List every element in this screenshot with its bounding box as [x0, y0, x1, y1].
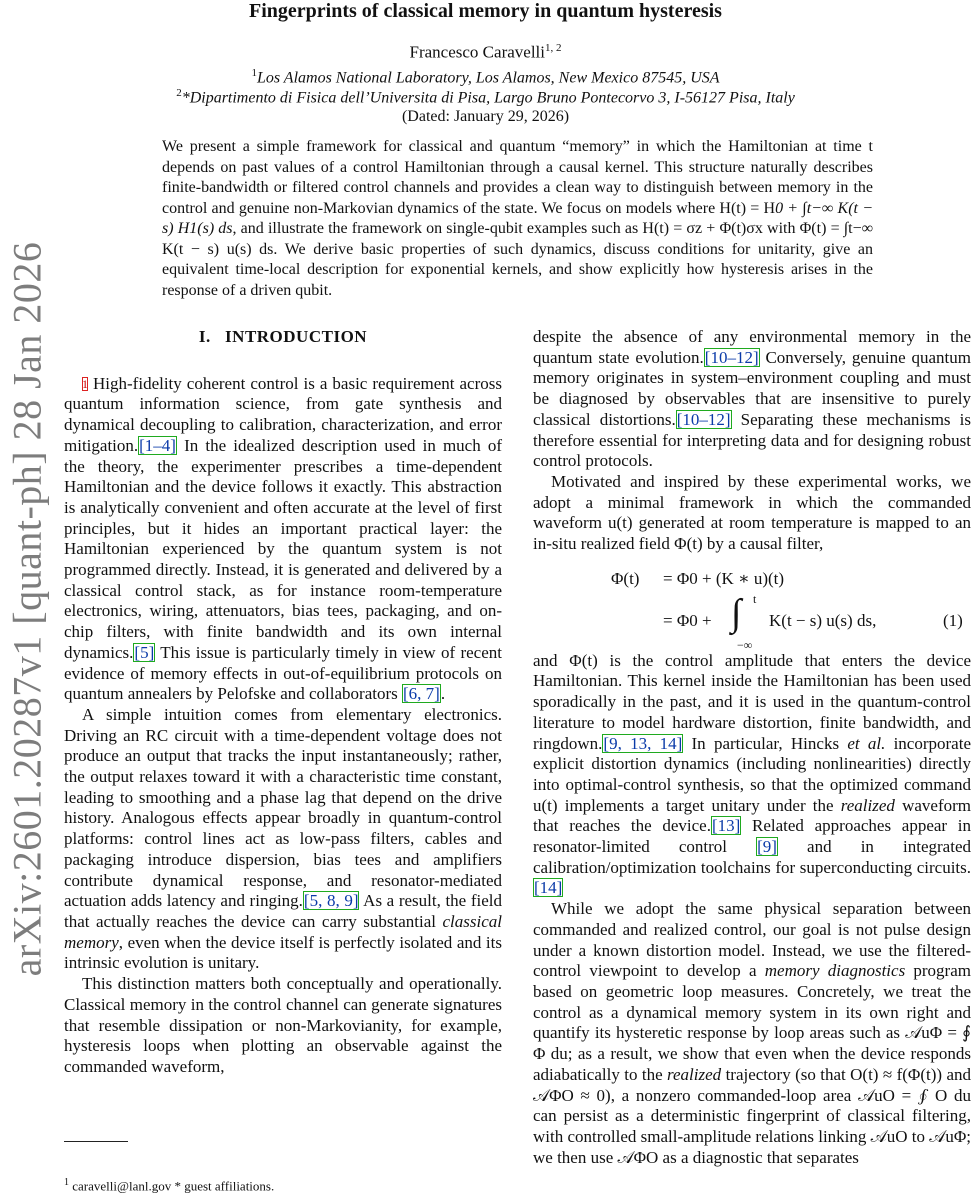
affiliation-2-num: 2	[176, 87, 182, 99]
equation-number: (1)	[943, 610, 963, 630]
citation-link[interactable]: [5]	[134, 642, 155, 662]
author-line	[0, 42, 971, 63]
text-run: trajectory (so that O(t) ≈ f(Φ(t)) and 𝒜ΦO ≈ 0), a nonzero commanded-loop area 𝒜uO = ∮ O du can persist as a deterministic fingerprint of classical filtering, with controlled small-amplitude relations linking 𝒜uO to 𝒜uΦ; we then use 𝒜ΦO as a diagnostic that separates	[533, 1064, 971, 1167]
text-run: As a result, the field that actually reaches the device can carry substantial	[64, 891, 502, 931]
text-run: A simple intuition comes from elementary electronics. Driving an RC circuit with a time-dependent voltage does not produce an output that tracks the input instantaneously; rather, the output relaxes toward it with a characteristic time constant, leading to smoothing and a phase lag that depend on the drive history. Analogous effects appear broadly in quantum-control platforms: control lines act as low-pass filters, cables and packaging introduce dispersion, bias tees and amplifiers contribute dynamical response, and resonator-mediated actuation adds latency and ringing.	[64, 704, 502, 911]
text-run: This issue is particularly timely in view of recent evidence of memory effects in out-of-equilibrium protocols on quantum annealers by Pelofske and collaborators	[64, 642, 502, 704]
left-column	[64, 327, 502, 1078]
emphasis: memory diagnostics	[764, 961, 906, 981]
integral-upper: t	[753, 591, 757, 606]
text-run: High-fidelity coherent control is a basic requirement across quantum information science, from gate synthesis and dynamical decoupling to calibration, characterization, and error mitigation.	[64, 373, 502, 455]
right-paragraph-2: Motivated and inspired by these experimental works, we adopt a minimal framework in which the commanded waveform u(t) generated at room temperature is mapped to an in-situ realized field Φ(t) by a causal filter,	[533, 471, 971, 554]
footnote-rule	[64, 1141, 128, 1142]
intro-paragraph-1	[64, 374, 502, 705]
text-run: and Φ(t) is the control amplitude that enters the device Hamiltonian. This kernel inside the Hamiltonian has been used sporadically in the past, and it is used in the quantum-control literature to model hardware distortion, finite bandwidth, and ringdown.	[533, 650, 971, 753]
equation-line-2-end: K(t − s) u(s) ds,	[769, 610, 877, 630]
footnote	[64, 1177, 274, 1194]
text-run: waveform that reaches the device.	[533, 795, 971, 836]
text-run: Related approaches appear in resonator-limited control	[533, 816, 971, 857]
text-run: incorporate explicit distortion dynamics (including nonlinearities) directly into optimal-control synthesis, so that the optimized command u(t) implements a target unitary under the	[533, 733, 971, 815]
integral-sign: ∫	[731, 591, 742, 634]
right-paragraph-3	[533, 651, 971, 899]
citation-link[interactable]: [9]	[757, 837, 777, 857]
abstract-equation: 0 + ∫t−∞ K(t − s) H1(s) ds	[162, 199, 873, 237]
affiliation-1-text: Los Alamos National Laboratory, Los Alamos, New Mexico 87545, USA	[256, 69, 720, 87]
footnote-link[interactable]: 1	[82, 376, 88, 391]
right-paragraph-4	[533, 899, 971, 1168]
text-run: and in integrated calibration/optimization toolchains for superconducting circuits.	[533, 837, 971, 877]
citation-link[interactable]: [10–12]	[704, 347, 759, 367]
right-paragraph-1	[533, 327, 971, 472]
author-affil-sup: 1, 2	[544, 42, 562, 54]
citation-link[interactable]: [9, 13, 14]	[603, 733, 683, 753]
emphasis: realized	[667, 1064, 722, 1084]
equation-lhs: Φ(t)	[611, 568, 640, 588]
text-run: Separating these mechanisms is therefore essential for interpreting data and for designing robust control protocols.	[533, 409, 971, 471]
text-run: Conversely, genuine quantum memory originates in system–environment coupling and must be diagnosed by observables that are insensitive to purely classical distortions.	[533, 347, 971, 429]
abstract-part-2: , and illustrate the framework on single-qubit examples such as H(t) = σz + Φ(t)σx with Φ(t) = ∫t−∞ K(t − s) u(s) ds. We derive basic properties of such dynamics, discuss conditions for unitarity, give an equivalent time-local description for exponential kernels, and show explicitly how hysteresis arises in the response of a driven qubit.	[162, 220, 873, 299]
affiliation-1-num: 1	[251, 67, 257, 79]
footnote-num: 1	[64, 1177, 69, 1188]
right-column	[533, 327, 971, 1168]
abstract	[162, 137, 873, 301]
equation-1	[533, 555, 971, 652]
paper-title: Fingerprints of classical memory in quantum hysteresis	[249, 0, 722, 22]
emphasis: et al.	[847, 733, 886, 753]
citation-link[interactable]: [1–4]	[139, 435, 176, 455]
citation-link[interactable]: [10–12]	[676, 409, 731, 429]
intro-paragraph-3: This distinction matters both conceptually and operationally. Classical memory in the control channel can generate signatures that resemble dissipation or non-Markovianity, for example, hysteresis loops when plotting an observable against the commanded waveform,	[64, 974, 502, 1076]
section-heading	[64, 327, 502, 348]
text-run: In the idealized description used in much of the theory, the experimenter prescribes a time-dependent Hamiltonian and the device follows it exactly. This abstraction is analytically convenient and often accurate at the level of first principles, but it hides an important practical layer: the Hamiltonian experienced by the quantum system is not programmed directly. Instead, it is generated and delivered by a classical control stack, as for instance room-temperature electronics, wiring, attenuators, bias tees, packaging, and on-chip filters, with finite bandwidth and its own internal dynamics.	[64, 435, 502, 662]
footnote-text: caravelli@lanl.gov * guest affiliations.	[69, 1178, 275, 1194]
abstract-part-1: We present a simple framework for classical and quantum “memory” in which the Hamiltonian at time t depends on past values of a control Hamiltonian through a causal kernel. This structure naturally describes finite-bandwidth or filtered control channels and provides a clean way to distinguish between memory in the control and genuine non-Markovian dynamics of the state. We focus on models where H(t) = H	[162, 138, 873, 217]
citation-link[interactable]: [14]	[534, 878, 563, 898]
integral-lower: −∞	[737, 637, 753, 652]
text-run: despite the absence of any environmental memory in the quantum state evolution.	[533, 327, 971, 367]
text-run: In particular, Hincks	[683, 733, 848, 753]
emphasis: realized	[840, 795, 895, 815]
affiliation-2	[0, 87, 971, 107]
equation-line-1: = Φ0 + (K ∗ u)(t)	[663, 568, 785, 588]
section-number: I.	[198, 327, 211, 346]
intro-paragraph-2	[64, 705, 502, 974]
citation-link[interactable]: [6, 7]	[403, 684, 440, 704]
affiliation-1	[0, 67, 971, 87]
equation-line-2-start: = Φ0 +	[663, 610, 712, 630]
section-title: INTRODUCTION	[225, 327, 368, 346]
citation-link[interactable]: [13]	[711, 816, 741, 836]
text-run: program based on geometric loop measures. Concretely, we treat the control as a dynamical memory system in its own right and quantify its hysteretic response by loop areas such as 𝒜uΦ = ∮ Φ du; as a result, we show that even when the device responds adiabatically to the	[533, 961, 971, 1084]
affiliation-2-text: *Dipartimento di Fisica dell’Universita di Pisa, Largo Bruno Pontecorvo 3, I-56127 Pisa, Italy	[181, 89, 795, 107]
emphasis: classical memory	[64, 911, 502, 952]
text-run: While we adopt the same physical separation between commanded and realized control, our goal is not pulse design under a known distortion model. Instead, we use the filtered-control viewpoint to develop a	[533, 899, 971, 981]
author-name: Francesco Caravelli	[409, 42, 545, 62]
citation-link[interactable]: [5, 8, 9]	[303, 891, 359, 911]
text-run: .	[440, 684, 446, 704]
text-run: , even when the device itself is perfectly isolated and its intrinsic evolution is unitary.	[64, 932, 502, 973]
dated-line: (Dated: January 29, 2026)	[401, 108, 570, 125]
arxiv-side-stamp: arXiv:2601.20287v1 [quant-ph] 28 Jan 2026	[4, 241, 50, 977]
